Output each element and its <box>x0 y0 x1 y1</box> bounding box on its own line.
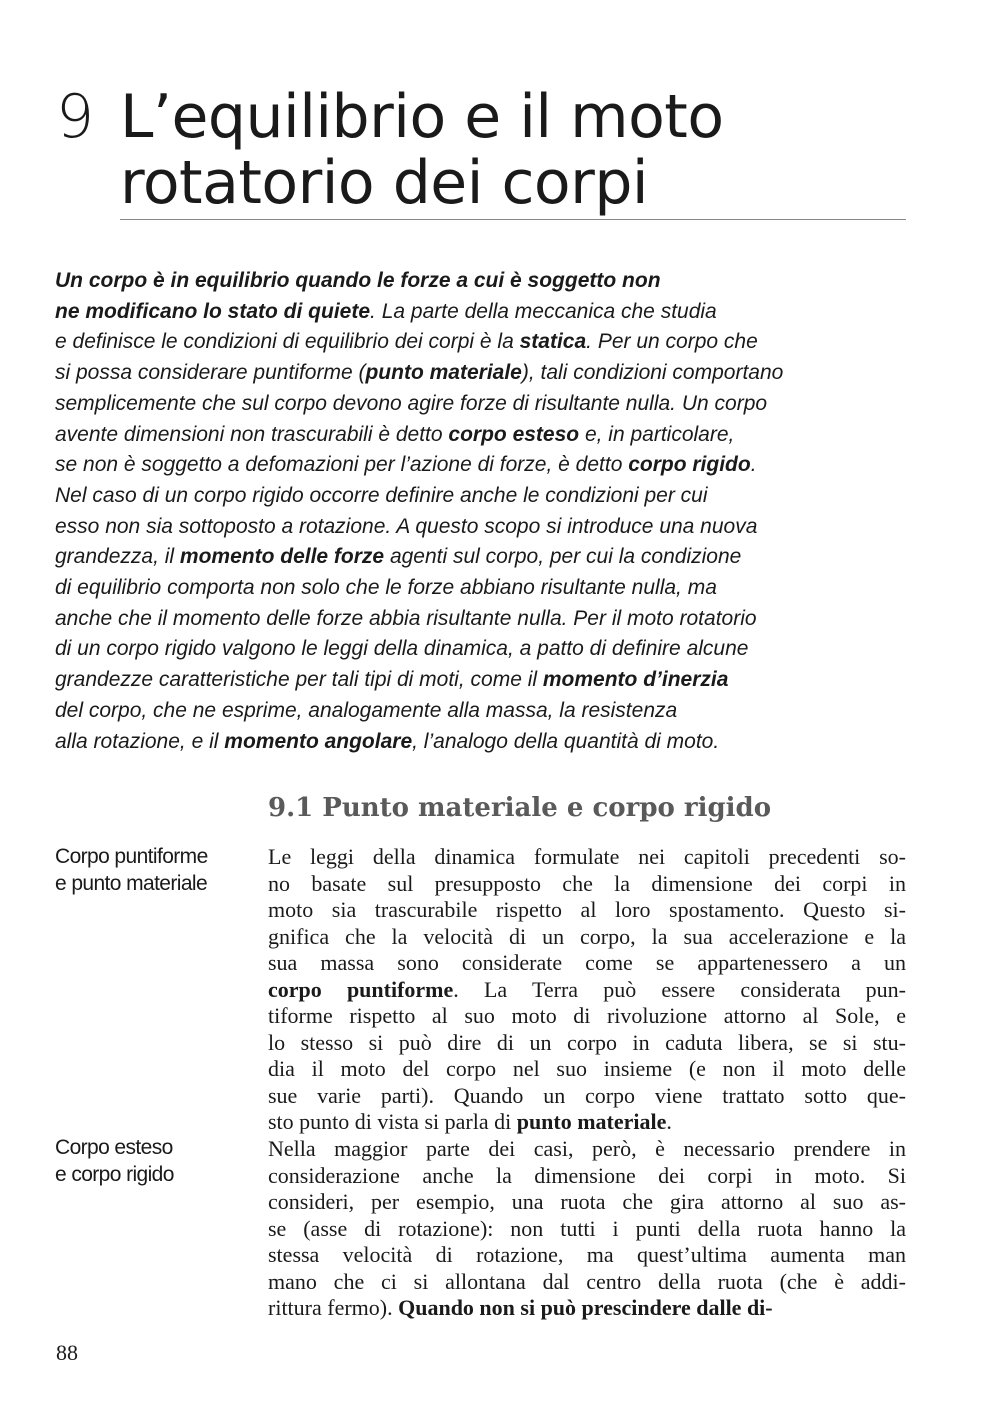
bold-term: punto materiale <box>516 1109 667 1135</box>
text-run: mano che ci si allontana dal centro della ruota (che è addi- <box>268 1268 906 1294</box>
intro-line <box>55 512 915 543</box>
text-run: consideri, per esempio, una ruota che gira attorno al suo as- <box>268 1189 906 1215</box>
margin-note-line: e punto materiale <box>55 872 208 895</box>
text-run: lo stesso si può dire di un corpo in caduta libera, se si stu- <box>268 1029 906 1055</box>
intro-line <box>55 327 915 358</box>
bold-term: Un corpo è in equilibrio quando le forze a cui è soggetto non <box>55 269 661 292</box>
text-run: se (asse di rotazione): non tutti i punti della ruota hanno la <box>268 1215 906 1241</box>
chapter-introduction <box>55 266 915 757</box>
text-run: sto punto di vista si parla di <box>268 1109 517 1135</box>
body-line <box>268 897 906 924</box>
body-line <box>268 1242 906 1269</box>
intro-line <box>55 420 915 451</box>
body-line <box>268 950 906 977</box>
bold-term: momento delle forze <box>179 545 385 569</box>
text-run: e definisce le condizioni di equilibrio dei corpi è la <box>55 330 520 354</box>
text-run: si possa considerare puntiforme ( <box>55 361 366 385</box>
text-run: e, in particolare, <box>579 422 735 446</box>
text-run: moto sia trascurabile rispetto al loro spostamento. Questo si- <box>268 897 906 923</box>
text-run: ), tali condizioni comportano <box>521 361 784 385</box>
chapter-title <box>120 84 906 216</box>
text-run: . Per un corpo che <box>586 330 758 354</box>
text-run: gnifica che la velocità di un corpo, la sua accelerazione e la <box>268 923 906 949</box>
intro-line <box>55 696 915 727</box>
text-run: . <box>666 1109 672 1135</box>
body-line <box>268 1269 906 1296</box>
text-run: Le leggi della dinamica formulate nei capitoli precedenti so- <box>268 844 906 869</box>
text-run: grandezze caratteristiche per tali tipi di moti, come il <box>55 668 543 692</box>
intro-line <box>55 389 915 420</box>
body-line <box>268 844 906 871</box>
text-run: di equilibrio comporta non solo che le forze abbiano risultante nulla, ma <box>55 576 717 600</box>
body-line <box>268 1295 906 1322</box>
intro-line <box>55 542 915 573</box>
text-run: agenti sul corpo, per cui la condizione <box>384 545 742 569</box>
body-line <box>268 1083 906 1110</box>
text-run: del corpo, che ne esprime, analogamente alla massa, la resistenza <box>55 698 678 722</box>
section-heading: 9.1 Punto materiale e corpo rigido <box>268 793 772 823</box>
intro-line <box>55 604 915 635</box>
text-run: esso non sia sottoposto a rotazione. A questo scopo si introduce una nuova <box>55 514 758 538</box>
title-underline <box>120 219 906 220</box>
bold-term: corpo esteso <box>448 422 580 446</box>
text-run: . La parte della meccanica che studia <box>370 299 717 323</box>
body-line <box>268 1003 906 1030</box>
intro-line <box>55 665 915 696</box>
chapter-title-line-1: L’equilibrio e il moto <box>120 82 724 152</box>
body-line <box>268 1136 906 1163</box>
text-run: . La Terra può essere considerata pun- <box>453 976 906 1002</box>
bold-term: ne modificano lo stato di quiete <box>55 299 371 323</box>
text-run: dia il moto del corpo nel suo insieme (e non il moto delle <box>268 1056 906 1082</box>
intro-line <box>55 266 915 297</box>
page-number: 88 <box>56 1340 78 1365</box>
text-run: di un corpo rigido valgono le leggi della dinamica, a patto di definire alcune <box>55 637 749 661</box>
bold-term: corpo puntiforme <box>268 976 454 1002</box>
chapter-number: 9 <box>56 82 95 152</box>
text-run: alla rotazione, e il <box>55 729 225 753</box>
intro-line <box>55 450 915 481</box>
body-line <box>268 1056 906 1083</box>
text-run: rittura fermo). <box>268 1295 399 1321</box>
margin-note-line: e corpo rigido <box>55 1163 174 1186</box>
text-run: sua massa sono considerate come se appartenessero a un <box>268 950 906 976</box>
text-run: . <box>750 453 757 477</box>
bold-term: punto materiale <box>365 361 522 385</box>
text-run: avente dimensioni non trascurabili è detto <box>55 422 449 446</box>
bold-term: corpo rigido <box>628 453 751 477</box>
text-run: Nella maggior parte dei casi, però, è necessario prendere in <box>268 1136 906 1162</box>
text-run: anche che il momento delle forze abbia risultante nulla. Per il moto rotatorio <box>55 606 757 630</box>
bold-term: momento d’inerzia <box>542 668 729 692</box>
text-run: considerazione anche la dimensione dei corpi in moto. Si <box>268 1162 906 1188</box>
intro-line <box>55 573 915 604</box>
intro-line <box>55 727 915 758</box>
text-run: tiforme rispetto al suo moto di rivoluzione attorno al Sole, e <box>268 1003 906 1029</box>
text-run: grandezza, il <box>55 545 180 569</box>
section-body-text <box>268 844 906 1322</box>
text-run: no basate sul presupposto che la dimensione dei corpi in <box>268 870 906 896</box>
body-line <box>268 1030 906 1057</box>
intro-line <box>55 634 915 665</box>
margin-note-line: Corpo puntiforme <box>55 845 208 868</box>
body-line <box>268 924 906 951</box>
text-run: Nel caso di un corpo rigido occorre definire anche le condizioni per cui <box>55 483 708 507</box>
intro-line <box>55 481 915 512</box>
body-line <box>268 977 906 1004</box>
text-run: se non è soggetto a defomazioni per l’azione di forze, è detto <box>55 453 629 477</box>
bold-term: momento angolare <box>224 729 413 753</box>
body-line <box>268 1216 906 1243</box>
text-run: semplicemente che sul corpo devono agire forze di risultante nulla. Un corpo <box>55 391 768 415</box>
bold-term: statica <box>519 330 587 354</box>
margin-note-corpo-esteso <box>55 1134 255 1188</box>
text-run: sue varie parti). Quando un corpo viene trattato sotto que- <box>268 1082 906 1108</box>
intro-line <box>55 297 915 328</box>
body-line <box>268 871 906 898</box>
body-line <box>268 1109 906 1136</box>
bold-term: Quando non si può prescindere dalle di- <box>398 1295 773 1321</box>
text-run: , l’analogo della quantità di moto. <box>412 729 720 753</box>
body-line <box>268 1189 906 1216</box>
intro-line <box>55 358 915 389</box>
body-line <box>268 1163 906 1190</box>
chapter-title-line-2: rotatorio dei corpi <box>120 148 649 218</box>
margin-note-corpo-puntiforme <box>55 843 255 897</box>
text-run: stessa velocità di rotazione, ma quest’ultima aumenta man <box>268 1242 906 1268</box>
margin-note-line: Corpo esteso <box>55 1136 173 1159</box>
